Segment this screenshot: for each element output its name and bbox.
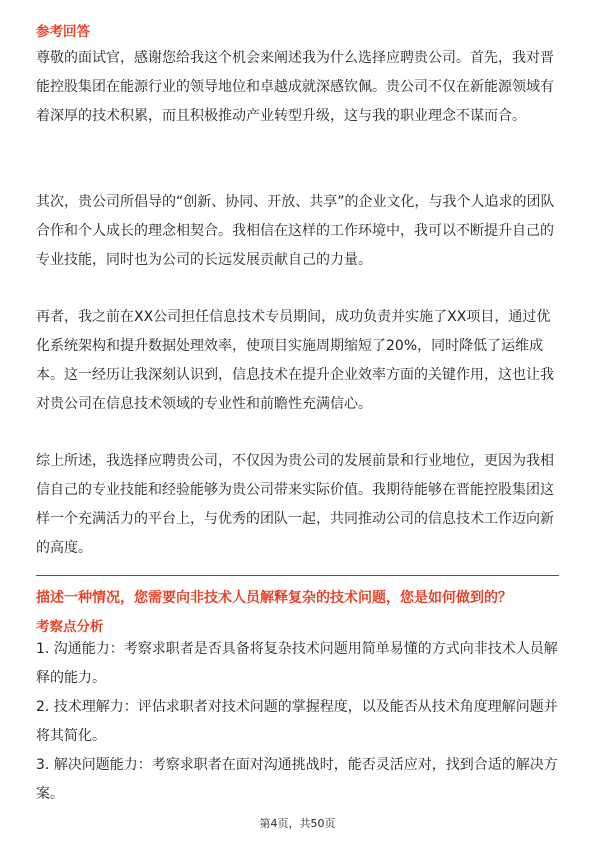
answer-paragraph-4: 综上所述，我选择应聘贵公司，不仅因为贵公司的发展前景和行业地位，更因为我相信自己的专业技能和经验能够为贵公司带来实际价值。我期待能够在晋能控股集团这样一个充满活力的平台上，与优秀的团队一起，共同推动公司的信息技术工作迈向新的高度。: [36, 453, 554, 556]
analysis-item-3: 3. 解决问题能力：考察求职者在面对沟通挑战时，能否灵活应对，找到合适的解决方案。: [36, 757, 558, 802]
analysis-item-2: 2. 技术理解力：评估求职者对技术问题的掌握程度，以及能否从技术角度理解问题并将其简化。: [36, 699, 558, 744]
page-number: 第4页，共50页: [259, 817, 336, 830]
answer-paragraph-3: 再者，我之前在XX公司担任信息技术专员期间，成功负责并实施了XX项目，通过优化系统架构和提升数据处理效率，使项目实施周期缩短了20%，同时降低了运维成本。这一经历让我深刻认识到，信息技术在提升企业效率方面的关键作用，这也让我对贵公司在信息技术领域的专业性和前瞻性充满信心。: [36, 309, 554, 412]
analysis-section-title: 考察点分析: [36, 619, 104, 635]
answer-paragraph-2: 其次，贵公司所倡导的“创新、协同、开放、共享”的企业文化，与我个人追求的团队合作和个人成长的理念相契合。我相信在这样的工作环境中，我可以不断提升自己的专业技能，同时也为公司的长远发展贡献自己的力量。: [36, 194, 555, 268]
analysis-item-1: 1. 沟通能力：考察求职者是否具备将复杂技术问题用简单易懂的方式向非技术人员解释的能力。: [36, 641, 558, 686]
answer-section-title: 参考回答: [36, 24, 90, 40]
answer-paragraph-1: 尊敬的面试官，感谢您给我这个机会来阐述我为什么选择应聘贵公司。首先，我对晋能控股集团在能源行业的领导地位和卓越成就深感钦佩。贵公司不仅在新能源领域有着深厚的技术积累，而且积极推动产业转型升级，这与我的职业理念不谋而合。: [36, 50, 554, 124]
interview-question: 描述一种情况，您需要向非技术人员解释复杂的技术问题，您是如何做到的？: [36, 590, 512, 606]
section-divider: [36, 575, 559, 576]
